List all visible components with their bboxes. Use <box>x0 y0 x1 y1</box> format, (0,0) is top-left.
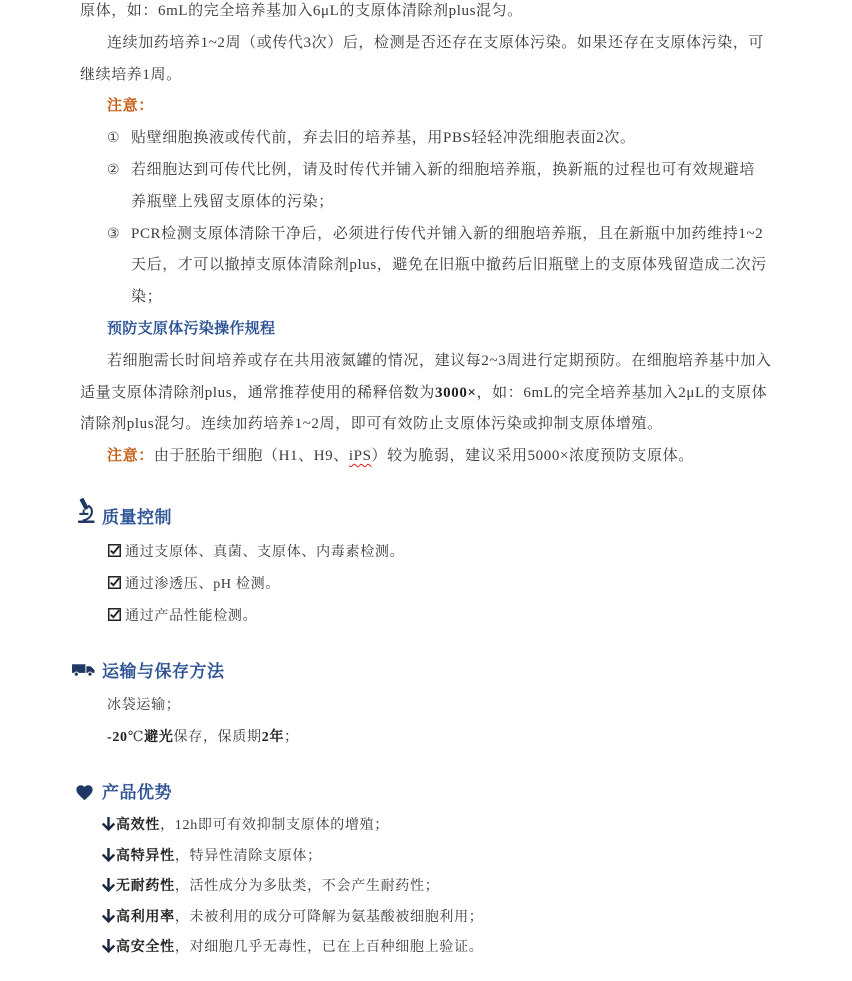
shipping-title: 运输与保存方法 <box>102 662 225 681</box>
note-label: 注意： <box>107 448 154 465</box>
list-item <box>0 569 852 601</box>
truck-icon <box>72 664 95 677</box>
shipping-method: 冰袋运输； <box>107 698 181 713</box>
note-item-1 <box>0 123 852 155</box>
shipping-heading <box>0 657 852 687</box>
note-item-2-continuation: 养瓶壁上残留支原体的污染； <box>131 193 334 210</box>
advantage-name: 高安全性 <box>116 940 175 955</box>
note-item-3-continuation: 天后，才可以撤掉支原体清除剂plus，避免在旧瓶中撤药后旧瓶壁上的支原体残留造成二次污 <box>131 257 767 274</box>
quality-heading <box>0 503 852 533</box>
prevention-note <box>0 441 852 473</box>
shipping-list <box>0 690 852 754</box>
checkbox-icon <box>108 576 121 589</box>
list-item <box>0 537 852 569</box>
arrow-down-icon <box>102 848 116 862</box>
storage-temperature: -20 <box>107 730 128 745</box>
note-label: 注意： <box>107 98 154 115</box>
advantage-desc: ，特异性清除支原体； <box>174 848 322 864</box>
arrow-down-icon <box>102 878 116 892</box>
prevention-line-3: 清除剂plus混匀。连续加药培养1~2周，即可有效防止支原体污染或抑制支原体增殖。 <box>80 416 663 433</box>
intro-line: 原体，如：6mL的完全培养基加入6μL的支原体清除剂plus混匀。 <box>80 3 523 19</box>
prevention-line-1: 若细胞需长时间培养或存在共用液氮罐的情况，建议每2~3周进行定期预防。在细胞培养基中加入 <box>107 352 772 369</box>
item-number: ② <box>107 161 120 178</box>
list-item-text: 通过产品性能检测。 <box>125 609 258 624</box>
prevention-text: ，如：6mL的完全培养基加入2μL的支原体 <box>476 384 768 401</box>
instructions-section <box>0 0 852 473</box>
advantages-title: 产品优势 <box>102 783 172 802</box>
list-item-text: 通过渗透压、pH 检测。 <box>125 577 281 592</box>
temperature-unit: ℃ <box>127 730 145 745</box>
note-item-2 <box>0 155 852 187</box>
shelf-life: 2年 <box>261 730 285 745</box>
item-number: ③ <box>107 225 120 242</box>
list-item-text: 通过支原体、真菌、支原体、内毒素检测。 <box>125 545 405 560</box>
arrow-down-icon <box>102 909 116 923</box>
advantage-item <box>0 842 852 873</box>
note-item-text: 贴壁细胞换液或传代前，弃去旧的培养基，用PBS轻轻冲洗细胞表面2次。 <box>131 130 636 147</box>
advantage-desc: ，对细胞几乎无毒性，已在上百种细胞上验证。 <box>174 940 484 955</box>
advantage-desc: ，未被利用的成分可降解为氨基酸被细胞利用； <box>174 909 484 925</box>
storage-light: 避光 <box>144 730 174 745</box>
advantage-name: 高利用率 <box>116 909 175 925</box>
arrow-down-icon <box>102 817 116 831</box>
arrow-down-icon <box>102 939 116 953</box>
microscope-icon <box>77 497 96 524</box>
advantage-name: 无耐药性 <box>116 879 175 894</box>
storage-text-end: ； <box>284 730 299 745</box>
advantage-item <box>0 903 852 934</box>
prevention-note-text: ）较为脆弱，建议采用5000×浓度预防支原体。 <box>371 448 694 465</box>
checkbox-icon <box>108 544 121 557</box>
prevention-text: 适量支原体清除剂plus，通常推荐使用的稀释倍数为 <box>80 384 436 401</box>
advantage-desc: ，活性成分为多肽类，不会产生耐药性； <box>174 879 440 894</box>
note-item-3-continuation: 染； <box>131 289 163 306</box>
advantages-list <box>0 811 852 964</box>
prevention-note-text: 由于胚胎干细胞（H1、H9、 <box>153 448 349 465</box>
culture-paragraph-line-1: 连续加药培养1~2周（或传代3次）后，检测是否还存在支原体污染。如果还存在支原体污染，可 <box>107 34 765 51</box>
advantage-item <box>0 811 852 842</box>
culture-paragraph-line-2: 继续培养1周。 <box>80 66 182 83</box>
checkbox-icon <box>108 608 121 621</box>
advantage-name: 高效性 <box>116 818 161 833</box>
advantage-item <box>0 872 852 903</box>
note-item-text: 若细胞达到可传代比例，请及时传代并铺入新的细胞培养瓶，换新瓶的过程也可有效规避培 <box>131 161 756 178</box>
heart-icon <box>75 784 94 801</box>
note-item-3 <box>0 219 852 251</box>
advantage-desc: ，12h即可有效抑制支原体的增殖； <box>160 818 390 833</box>
prevention-line-2 <box>0 378 852 410</box>
item-number: ① <box>107 130 120 147</box>
list-item <box>0 601 852 633</box>
storage-text: 保存，保质期 <box>173 730 262 745</box>
spellcheck-word: iPS <box>348 448 372 465</box>
dilution-ratio: 3000× <box>435 384 477 401</box>
note-item-text: PCR检测支原体清除干净后，必须进行传代并铺入新的细胞培养瓶，且在新瓶中加药维持1~2 <box>131 225 764 242</box>
quality-title: 质量控制 <box>102 508 172 527</box>
prevention-title: 预防支原体污染操作规程 <box>107 320 276 337</box>
advantage-item <box>0 933 852 964</box>
advantage-name: 高特异性 <box>116 848 175 864</box>
storage-condition <box>0 722 852 754</box>
advantages-heading <box>0 778 852 808</box>
quality-list <box>0 537 852 633</box>
